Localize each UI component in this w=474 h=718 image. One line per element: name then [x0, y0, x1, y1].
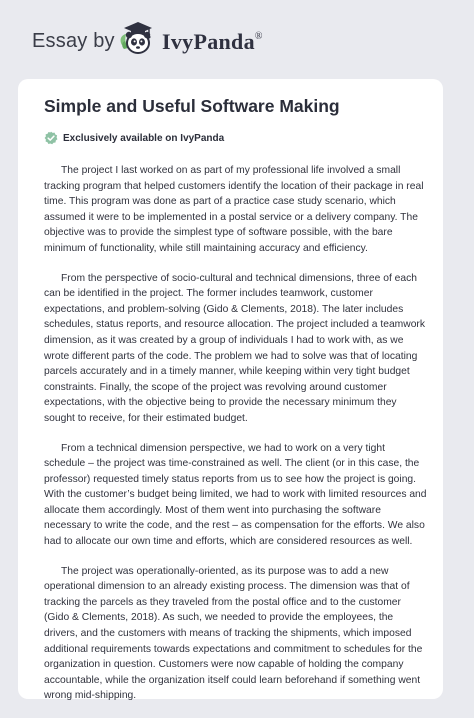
paragraph-1: The project I last worked on as part of my professional life involved a small tracking program that helped customers identify the location of their package in real time. This program was done as part of a practice case study scenario, which assumed it were to be implemented in a postal service or a delivery company. The objective was to provide the simplest type of software possible, with the bare minimum of functionality, while still maintaining accuracy and efficiency. — [44, 165, 424, 254]
brand-logo-text[interactable]: IvyPanda® — [162, 29, 263, 54]
paragraph-3: From a technical dimension perspective, we had to work on a very tight schedule – the project was time-constrained as well. The client (or in this case, the professor) requested timely status reports from us to see how the project is going. With the customer’s budget being limited, we had to work with limited resources and allocate them accordingly. Most of them went into purchasing the software necessary to write the code, and the rest – as compensation for the efforts. We also had to allocate our own time and efforts, which are considered resources as well. — [44, 442, 427, 548]
exclusive-badge — [44, 129, 224, 147]
site-header — [0, 0, 474, 82]
panda-graduation-cap-icon[interactable] — [116, 18, 156, 58]
essay-by-label: Essay by — [32, 30, 115, 52]
trademark-symbol: ® — [254, 30, 263, 42]
essay-body — [44, 163, 428, 718]
paragraph-4: The project was operationally-oriented, as its purpose was to add a new operational dimension to an already existing process. The dimension was that of tracking the parcels as they traveled from the postal office and to the customer (Gido & Clements, 2018). As such, we needed to provide the employees, the drivers, and the customers with means of tracking the shipments, which imposed additional requirements towards expectations and commitment to schedules for the organization in question. Customers were now capable of holding the company accountable, while the organization itself could learn beforehand if something went wrong mid-shipping. — [44, 565, 423, 702]
check-circle-icon — [44, 131, 58, 145]
essay-title: Simple and Useful Software Making — [44, 96, 340, 116]
exclusive-badge-label: Exclusively available on IvyPanda — [63, 132, 225, 144]
paragraph-2: From the perspective of socio-cultural and technical dimensions, three of each can be identified in the project. The former includes teamwork, customer expectations, and problem-solving (Gido & Clements, 2018). The later includes schedules, status reports, and resource allocation. The project included a teamwork dimension, as it was created by a group of individuals I had to work with, as we wrote different parts of the code. The problem we had to solve was that of locating parcels accurately and in a timely manner, while keeping within very tight budget constraints. Finally, the scope of the project was revolving around customer expectations, with the objective being to provide the necessary minimum they sought to receive, for their estimated budget. — [44, 272, 425, 424]
